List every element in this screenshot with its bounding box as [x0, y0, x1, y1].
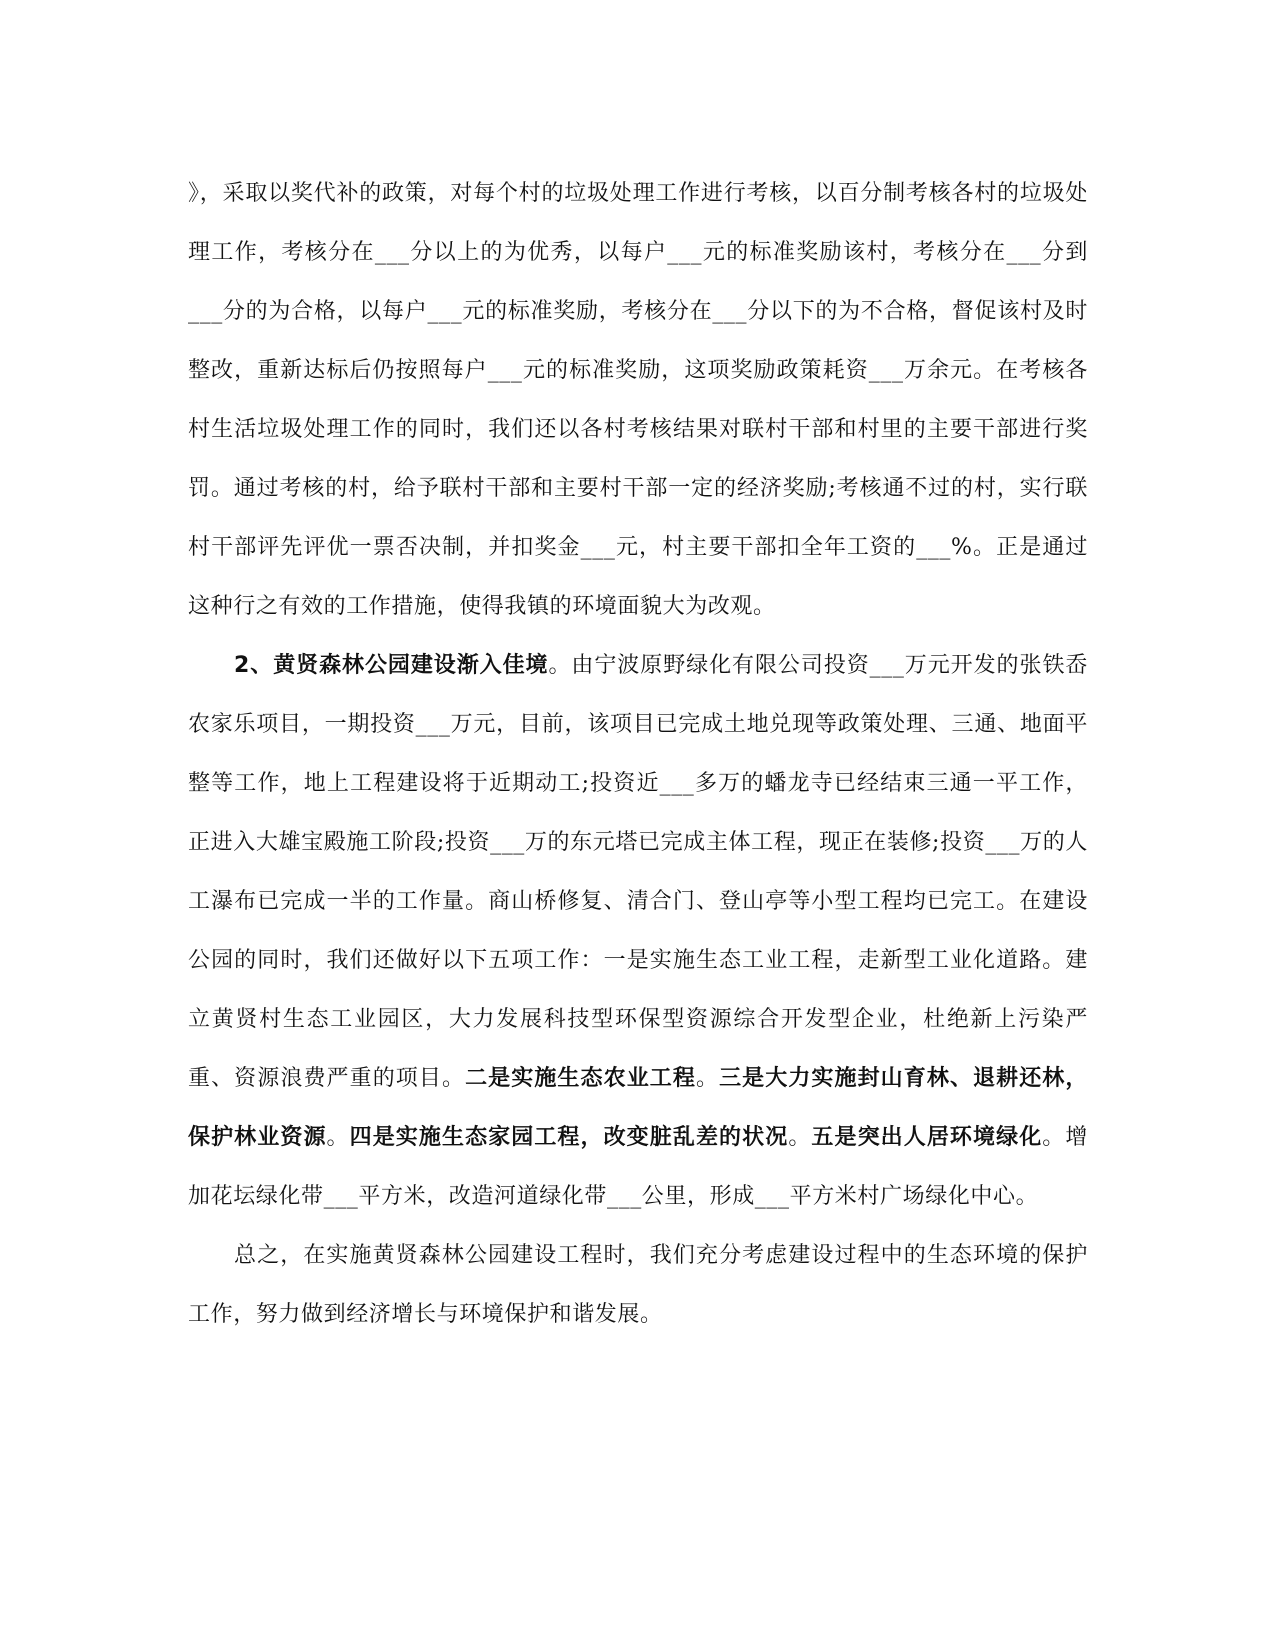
paragraph-text: 。增加花坛绿化带___平方米，改造河道绿化带___公里，形成___平方米村广场绿化中心。 — [188, 1125, 1088, 1209]
item-five-heading: 五是突出人居环境绿化 — [811, 1125, 1043, 1150]
item-two-heading: 二是实施生态农业工程 — [465, 1066, 696, 1091]
paragraph-text: 》，采取以奖代补的政策，对每个村的垃圾处理工作进行考核，以百分制考核各村的垃圾处理工作，考核分在___分以上的为优秀，以每户___元的标准奖励该村，考核分在___分到___分的为合格，以每户___元的标准奖励，考核分在___分以下的为不合格，督促该村及时整改，重新达标后仍按照每户___元的标准奖励，这项奖励政策耗资___万余元。在考核各村生活垃圾处理工作的同时，我们还以各村考核结果对联村干部和村里的主要干部进行奖罚。通过考核的村，给予联村干部和主要村干部一定的经济奖励;考核通不过的村，实行联村干部评先评优一票否决制，并扣奖金___元，村主要干部扣全年工资的___%。正是通过这种行之有效的工作措施，使得我镇的环境面貌大为改观。 — [188, 181, 1088, 619]
punctuation: 。 — [788, 1125, 812, 1150]
punctuation: 。 — [695, 1066, 720, 1091]
paragraph-text: 总之，在实施黄贤森林公园建设工程时，我们充分考虑建设过程中的生态环境的保护工作，努力做到经济增长与环境保护和谐发展。 — [188, 1243, 1088, 1327]
item-four-heading: 四是实施生态家园工程，改变脏乱差的状况 — [349, 1125, 789, 1150]
punctuation: 。 — [326, 1125, 350, 1150]
paragraph-forest-park — [188, 636, 1088, 1226]
paragraph-conclusion — [188, 1226, 1088, 1344]
document-body — [188, 164, 1088, 1344]
paragraph-rewards-policy — [188, 164, 1088, 636]
section-heading: 2、黄贤森林公园建设渐入佳境 — [234, 653, 549, 678]
paragraph-text: 。由宁波原野绿化有限公司投资___万元开发的张铁岙农家乐项目，一期投资___万元，目前，该项目已完成土地兑现等政策处理、三通、地面平整等工作，地上工程建设将于近期动工;投资近___多万的蟠龙寺已经结束三通一平工作，正进入大雄宝殿施工阶段;投资___万的东元塔已完成主体工程，现正在装修;投资___万的人工瀑布已完成一半的工作量。商山桥修复、清合门、登山亭等小型工程均已完工。在建设公园的同时，我们还做好以下五项工作：一是实施生态工业工程，走新型工业化道路。建立黄贤村生态工业园区，大力发展科技型环保型资源综合开发型企业，杜绝新上污染严重、资源浪费严重的项目。 — [188, 653, 1088, 1091]
item-three-heading: 三是大力实施封山育林、退耕还林，保护林业资源 — [188, 1066, 1088, 1150]
